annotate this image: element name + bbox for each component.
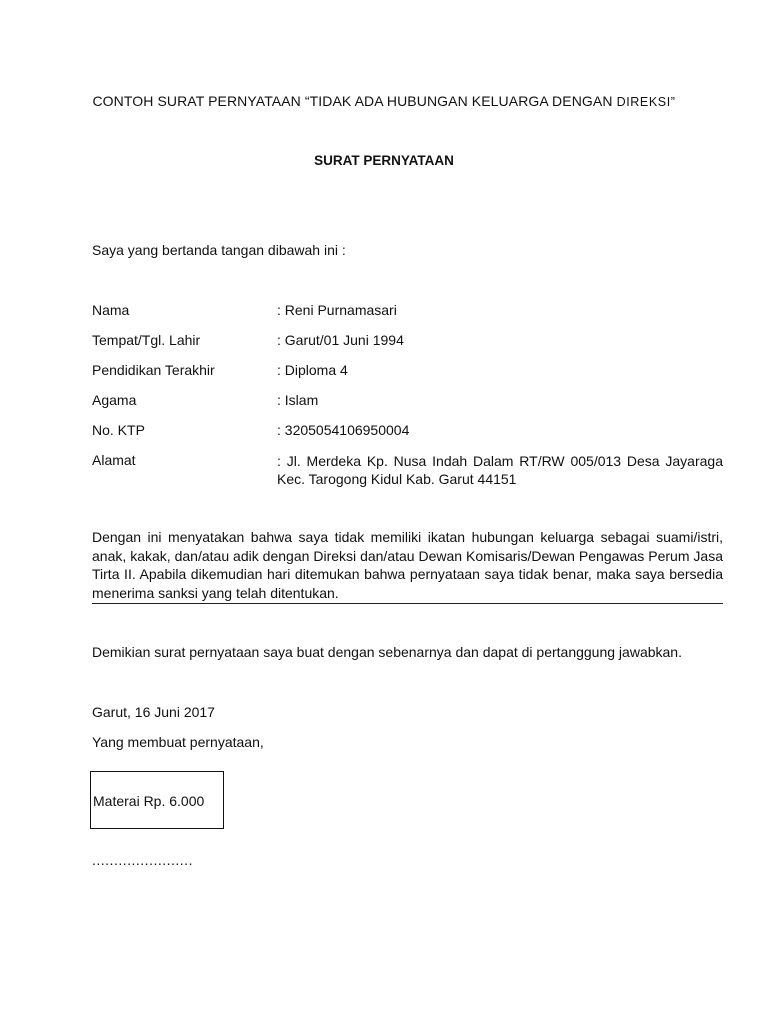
document-title: SURAT PERNYATAAN xyxy=(314,153,454,168)
statement-line: Dengan ini menyatakan bahwa saya tidak memiliki ikatan hubungan keluarga sebagai suami/istri, xyxy=(92,529,723,545)
signature-line: ....................... xyxy=(92,852,193,868)
field-value-tempat-tgl-lahir: : Garut/01 Juni 1994 xyxy=(277,332,404,348)
field-label-no-ktp: No. KTP xyxy=(92,422,145,438)
place-date: Garut, 16 Juni 2017 xyxy=(92,704,215,720)
document-heading-main: CONTOH SURAT PERNYATAAN “TIDAK ADA HUBUNGAN KELUARGA DENGAN xyxy=(92,93,613,109)
closing-text: Demikian surat pernyataan saya buat dengan sebenarnya dan dapat di pertanggung jawabkan. xyxy=(92,644,682,660)
statement-line: menerima sanksi yang telah ditentukan. xyxy=(92,584,339,601)
field-label-tempat-tgl-lahir: Tempat/Tgl. Lahir xyxy=(92,332,201,348)
field-value-alamat xyxy=(277,452,723,488)
stamp-box xyxy=(90,771,224,829)
field-label-nama: Nama xyxy=(92,302,130,318)
intro-text: Saya yang bertanda tangan dibawah ini : xyxy=(92,242,346,258)
field-value-pendidikan: : Diploma 4 xyxy=(277,362,348,378)
document-heading-tail: DIREKSI” xyxy=(616,95,676,109)
field-label-pendidikan: Pendidikan Terakhir xyxy=(92,362,215,378)
divider-line xyxy=(92,603,723,604)
signer-label: Yang membuat pernyataan, xyxy=(92,734,264,750)
address-line-1: : Jl. Merdeka Kp. Nusa Indah Dalam RT/RW 005/013 Desa Jayaraga xyxy=(277,453,723,469)
statement-line: Tirta II. Apabila dikemudian hari ditemukan bahwa pernyataan saya tidak benar, maka saya bersedia xyxy=(92,566,723,582)
statement-line: anak, kakak, dan/atau adik dengan Direksi dan/atau Dewan Komisaris/Dewan Pengawas Perum Jasa xyxy=(92,547,723,564)
statement-paragraph xyxy=(92,528,723,602)
field-value-agama: : Islam xyxy=(277,392,319,408)
field-label-alamat: Alamat xyxy=(92,452,136,468)
document-heading xyxy=(0,93,768,109)
address-line-2: Kec. Tarogong Kidul Kab. Garut 44151 xyxy=(277,471,517,487)
field-value-no-ktp: : 3205054106950004 xyxy=(277,422,410,438)
field-value-nama: : Reni Purnamasari xyxy=(277,302,397,318)
stamp-text: Materai Rp. 6.000 xyxy=(93,793,205,809)
field-label-agama: Agama xyxy=(92,392,137,408)
